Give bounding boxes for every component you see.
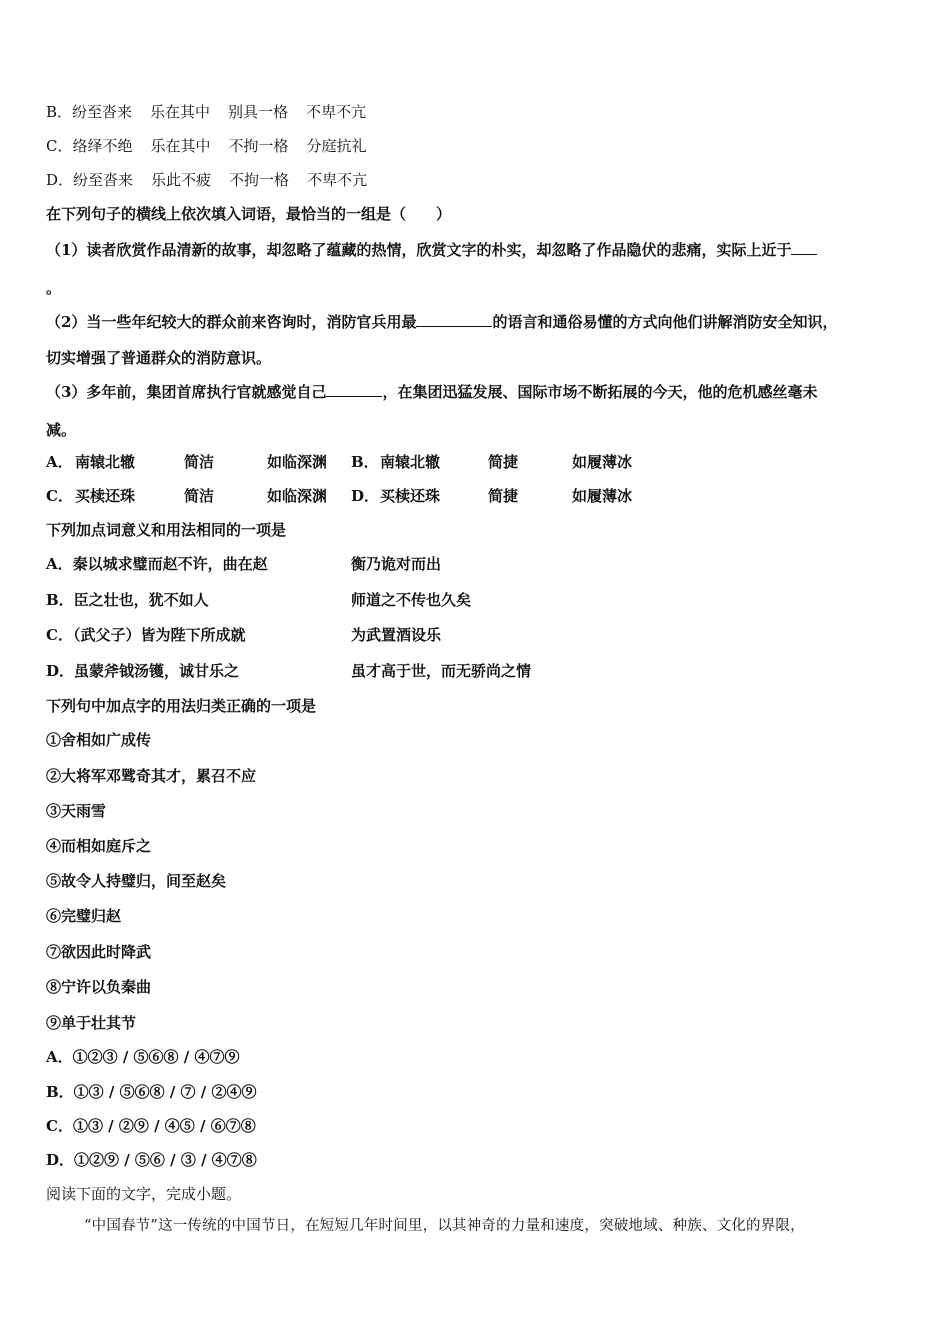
class-option-b: B．①③ / ⑤⑥⑧ / ⑦ / ②④⑨ [46, 1083, 257, 1101]
fill-sentence-1-end: 。 [46, 279, 62, 297]
class-option-c: C．①③ / ②⑨ / ④⑤ / ⑥⑦⑧ [46, 1117, 256, 1135]
prev-option-c: C．络绎不绝 乐在其中 不拘一格 分庭抗礼 [46, 137, 367, 155]
dot-question-stem: 下列加点词意义和用法相同的一项是 [46, 521, 287, 539]
class-item: ②大将军邓骘奇其才，累召不应 [46, 767, 257, 785]
class-item: ⑨单于壮其节 [46, 1014, 137, 1032]
fill-sentence-1: （1）读者欣赏作品清新的故事，却忽略了蕴藏的热情，欣赏文字的朴实，却忽略了作品隐伏的悲痛，实际上近于 [46, 240, 817, 260]
class-item: ⑦欲因此时降武 [46, 943, 152, 961]
class-item: ①舍相如广成传 [46, 731, 152, 749]
fill-question-stem: 在下列句子的横线上依次填入词语，最恰当的一组是（ ） [46, 205, 452, 223]
class-item: ⑤故令人持璧归，间至赵矣 [46, 872, 227, 890]
class-item: ③天雨雪 [46, 802, 107, 820]
class-item: ④而相如庭斥之 [46, 837, 152, 855]
reading-paragraph: “中国春节”这一传统的中国节日，在短短几年时间里，以其神奇的力量和速度，突破地域、种族、文化的界限， [84, 1218, 805, 1234]
prev-option-d: D．纷至沓来 乐此不疲 不拘一格 不卑不亢 [46, 171, 368, 189]
class-option-d: D．①②⑨ / ⑤⑥ / ③ / ④⑦⑧ [46, 1151, 257, 1169]
fill-sentence-2: （2）当一些年纪较大的群众前来咨询时，消防官兵用最 的语言和通俗易懂的方式向他们讲解消防安全知识， [46, 313, 838, 331]
prev-option-b: B．纷至沓来 乐在其中 别具一格 不卑不亢 [46, 103, 367, 121]
class-option-a: A．①②③ / ⑤⑥⑧ / ④⑦⑨ [46, 1048, 240, 1066]
document-page: B．纷至沓来 乐在其中 别具一格 不卑不亢 C．络绎不绝 乐在其中 不拘一格 分庭抗礼 D．纷至沓来 乐此不疲 不拘一格 不卑不亢 在下列句子的横线上依次填入词语，最恰当的一组是（ ） （1）读者欣赏作品清新的故事，却忽略了蕴藏的热情，欣赏文字的朴实，却忽略了作品隐伏的悲痛，实际上近于 。 （2）当一些年纪较大的群众前来咨询时，消防官兵用最 的语言和通俗易懂的方式向他们讲解消防安全知识， 切实增强了普通群众的消防意识。 （3）多年前，集团首席执行官就感觉自己 ，在集团迅猛发展、国际市场不断拓展的今天，他的危机感丝毫未 减。 A． 南辕北辙 简洁 如临深渊 B． 南辕北辙 简捷 如履薄冰 C． 买椟还珠 简洁 如临深渊 D． 买椟还珠 简捷 如履薄冰 下列加点词意义和用法相同的一项是 A．秦以城求璧而赵不许，曲在赵 衡乃诡对而出 B．臣之壮也，犹不如人 师道之不传也久矣 C．（武父子）皆为陛下所成就 为武置酒设乐 D．虽蒙斧钺汤镬，诚甘乐之 虽才高于世，而无骄尚之情 下列句中加点字的用法归类正确的一项是 ①舍相如广成传 ②大将军邓骘奇其才，累召不应 ③天雨雪 ④而相如庭斥之 ⑤故令人持璧归，间至赵矣 ⑥完璧归赵 ⑦欲因此时降武 ⑧宁许以负秦曲 ⑨单于壮其节 A．①②③ / ⑤⑥⑧ / ④⑦⑨ B．①③ / ⑤⑥⑧ / ⑦ / ②④⑨ C．①③ / ②⑨ / ④⑤ / ⑥⑦⑧ D．①②⑨ / ⑤⑥ / ③ / ④⑦⑧ 阅读下面的文字，完成小题。 “中国春节”这一传统的中国节日，在短短几年时间里，以其神奇的力量和速度，突破地域、种族、文化的界限， [46, 103, 838, 1234]
fill-sentence-2-cont: 切实增强了普通群众的消防意识。 [46, 349, 272, 367]
class-question-stem: 下列句中加点字的用法归类正确的一项是 [46, 697, 317, 715]
class-item: ⑥完璧归赵 [46, 907, 122, 925]
fill-sentence-3-cont: 减。 [46, 421, 77, 439]
reading-intro: 阅读下面的文字，完成小题。 [46, 1185, 242, 1203]
fill-sentence-3: （3）多年前，集团首席执行官就感觉自己 ，在集团迅猛发展、国际市场不断拓展的今天，他的危机感丝毫未 [46, 383, 818, 401]
class-item: ⑧宁许以负秦曲 [46, 978, 152, 996]
